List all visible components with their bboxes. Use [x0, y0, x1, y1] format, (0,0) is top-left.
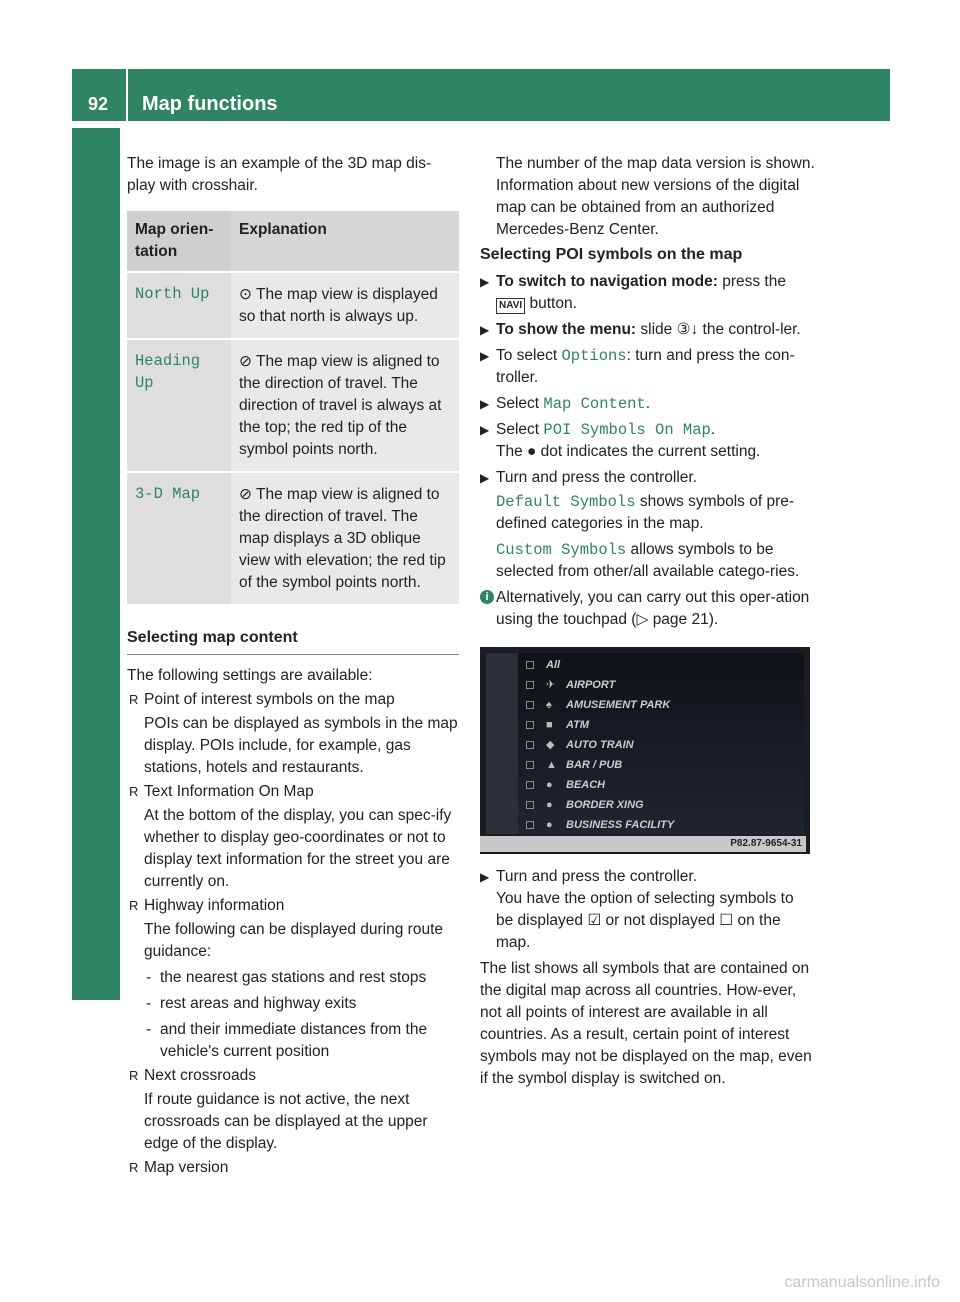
screen-row: All — [526, 655, 560, 675]
step-arrow-icon: ▶ — [480, 349, 490, 363]
bullet-title: R Point of interest symbols on the map — [144, 691, 395, 708]
orientation-explanation: The map view is aligned to the direction of travel. The map displays a 3D oblique view with elevation; the red tip of the symbol points north. — [239, 486, 446, 591]
screen-row: ♠ AMUSEMENT PARK — [526, 695, 670, 715]
train-icon: ◆ — [546, 739, 555, 751]
list-item — [480, 345, 815, 389]
info-text: Alternatively, you can carry out this oper-ation using the touchpad (▷ page 21). — [496, 589, 810, 628]
business-icon: ● — [546, 819, 553, 831]
list-item — [127, 1157, 459, 1179]
table-row — [127, 339, 459, 472]
list-item — [480, 319, 815, 341]
step-arrow-icon: ▶ — [480, 423, 490, 437]
compass-symbol-icon: ⊘ — [239, 352, 252, 370]
step-arrow-icon: ▶ — [480, 275, 490, 289]
bullet-body: The following can be displayed during route guidance: — [144, 921, 443, 960]
checkbox-icon — [526, 721, 534, 729]
checkbox-icon — [526, 801, 534, 809]
list-item — [480, 393, 815, 415]
north-symbol-icon: ⊙ — [239, 285, 252, 303]
checkbox-icon — [526, 781, 534, 789]
step-text: : turn and press the con-troller. — [496, 347, 795, 386]
step-arrow-icon: ▶ — [480, 323, 490, 337]
screen-display — [486, 653, 804, 834]
checkbox-icon — [526, 741, 534, 749]
step-text: allows symbols to be selected from other/all available catego-ries. — [496, 541, 800, 580]
bullet-body: At the bottom of the display, you can spec-ify whether to display geo-coordinates or not to display text information for the street you are currently on. — [144, 807, 452, 890]
screen-row: ● BUSINESS FACILITY — [526, 815, 674, 835]
intro-text: The image is an example of the 3D map dis-play with crosshair. — [127, 155, 432, 194]
orientation-explanation: The map view is displayed so that north is always up. — [239, 286, 438, 325]
airport-icon: ✈ — [546, 679, 556, 691]
orientation-explanation: The map view is aligned to the direction of travel. The direction of travel is always at the top; the red tip of the symbol points north. — [239, 353, 442, 458]
step-text: shows symbols of pre-defined categories in the map. — [496, 493, 795, 532]
step-text: To select — [496, 347, 558, 364]
step-text: press the — [722, 273, 786, 290]
checkbox-icon — [526, 681, 534, 689]
list-item — [127, 781, 459, 893]
bullet-body: POIs can be displayed as symbols in the map display. POIs include, for example, gas stations, hotels and restaurants. — [144, 715, 458, 776]
step-text: Select — [496, 421, 540, 438]
screen-row: ✈ AIRPORT — [526, 675, 615, 695]
step-text: button. — [529, 295, 577, 312]
step-bold: To show the menu: — [496, 321, 637, 338]
beach-icon: ● — [546, 779, 553, 791]
poi-heading: Selecting POI symbols on the map — [480, 246, 743, 263]
menu-term: Custom Symbols — [496, 541, 627, 559]
watermark: carmanualsonline.info — [784, 1274, 940, 1291]
border-icon: ● — [546, 799, 553, 811]
section-rule — [127, 654, 459, 655]
bullet-title: R Map version — [144, 1159, 229, 1176]
list-item — [480, 419, 815, 463]
orientation-name: North Up — [135, 285, 210, 303]
list-item: - and their immediate distances from the vehicle's current position — [144, 1019, 459, 1063]
list-item — [480, 271, 815, 315]
checkbox-icon — [526, 821, 534, 829]
orientation-table — [127, 211, 459, 604]
list-item — [127, 1065, 459, 1155]
step-bold: To switch to navigation mode: — [496, 273, 718, 290]
step-text: You have the option of selecting symbols to be displayed ☑ or not displayed ☐ on the map. — [496, 890, 794, 951]
bar-icon: ▲ — [546, 759, 557, 771]
step-arrow-icon: ▶ — [480, 870, 490, 884]
list-item — [480, 866, 815, 954]
list-item — [127, 895, 459, 1063]
side-tab-label: Navigation — [82, 382, 107, 495]
info-icon: i — [480, 590, 494, 604]
table-header-orientation: Map orien-tation — [127, 211, 231, 272]
right-column — [480, 153, 815, 1090]
settings-list — [127, 689, 459, 1179]
bullet-title: R Highway information — [144, 897, 285, 914]
menu-term: Default Symbols — [496, 493, 636, 511]
map-version-text: The number of the map data version is shown. Information about new versions of the digital map can be obtained from an authorized Mercedes-Benz Center. — [496, 155, 815, 238]
left-column — [127, 153, 459, 1179]
side-tab — [72, 128, 120, 1000]
screen-row: ● BORDER XING — [526, 795, 644, 815]
step-text: Select — [496, 395, 540, 412]
bullet-body: If route guidance is not active, the next crossroads can be displayed at the upper edge of the display. — [144, 1091, 428, 1152]
orientation-name: Heading Up — [135, 352, 201, 392]
screen-row: ■ ATM — [526, 715, 589, 735]
step-text: The ● dot indicates the current setting. — [496, 443, 761, 460]
menu-term: Options — [561, 347, 627, 365]
checkbox-icon — [526, 761, 534, 769]
screen-row: ▲ BAR / PUB — [526, 755, 622, 775]
step-text: . — [710, 421, 716, 438]
menu-term: POI Symbols On Map — [543, 421, 711, 439]
list-item — [127, 689, 459, 779]
header-divider — [126, 69, 128, 121]
list-item: - the nearest gas stations and rest stops — [144, 967, 459, 989]
image-code: P82.87-9654-31 — [480, 836, 806, 852]
checkbox-icon — [526, 661, 534, 669]
navi-button-icon: NAVI — [496, 298, 525, 314]
page-number: 92 — [87, 94, 109, 114]
table-row — [127, 472, 459, 604]
poi-screen-image — [480, 647, 810, 854]
bullet-title: R Text Information On Map — [144, 783, 314, 800]
table-row — [127, 272, 459, 339]
step-text: . — [645, 395, 651, 412]
steps-list-2 — [480, 866, 815, 954]
bullet-title: R Next crossroads — [144, 1067, 256, 1084]
menu-term: Map Content — [543, 395, 646, 413]
list-item — [480, 467, 815, 583]
steps-list — [480, 271, 815, 583]
park-icon: ♠ — [546, 699, 552, 711]
list-item: - rest areas and highway exits — [144, 993, 459, 1015]
step-arrow-icon: ▶ — [480, 397, 490, 411]
available-text: The following settings are available: — [127, 667, 373, 684]
orientation-name: 3-D Map — [135, 485, 201, 503]
screen-row: ● BEACH — [526, 775, 605, 795]
table-header-explanation: Explanation — [231, 211, 459, 272]
screen-row: ◆ AUTO TRAIN — [526, 735, 634, 755]
step-arrow-icon: ▶ — [480, 471, 490, 485]
info-note — [480, 587, 815, 631]
section-heading: Selecting map content — [127, 629, 298, 646]
closing-text: The list shows all symbols that are contained on the digital map across all countries. How-ever, not all points of interest are available in all countries. As a result, certain point of interest symbols may not be displayed on the map, even if the symbol display is switched on. — [480, 960, 812, 1087]
checkbox-icon — [526, 701, 534, 709]
atm-icon: ■ — [546, 719, 553, 731]
screen-back-panel — [486, 653, 518, 834]
step-text: slide ③↓ the control-ler. — [640, 321, 801, 338]
step-text: Turn and press the controller. — [496, 868, 698, 885]
compass-symbol-icon: ⊘ — [239, 485, 252, 503]
dash-list — [144, 967, 459, 1063]
page-title: Map functions — [142, 93, 278, 115]
step-text: Turn and press the controller. — [496, 469, 698, 486]
